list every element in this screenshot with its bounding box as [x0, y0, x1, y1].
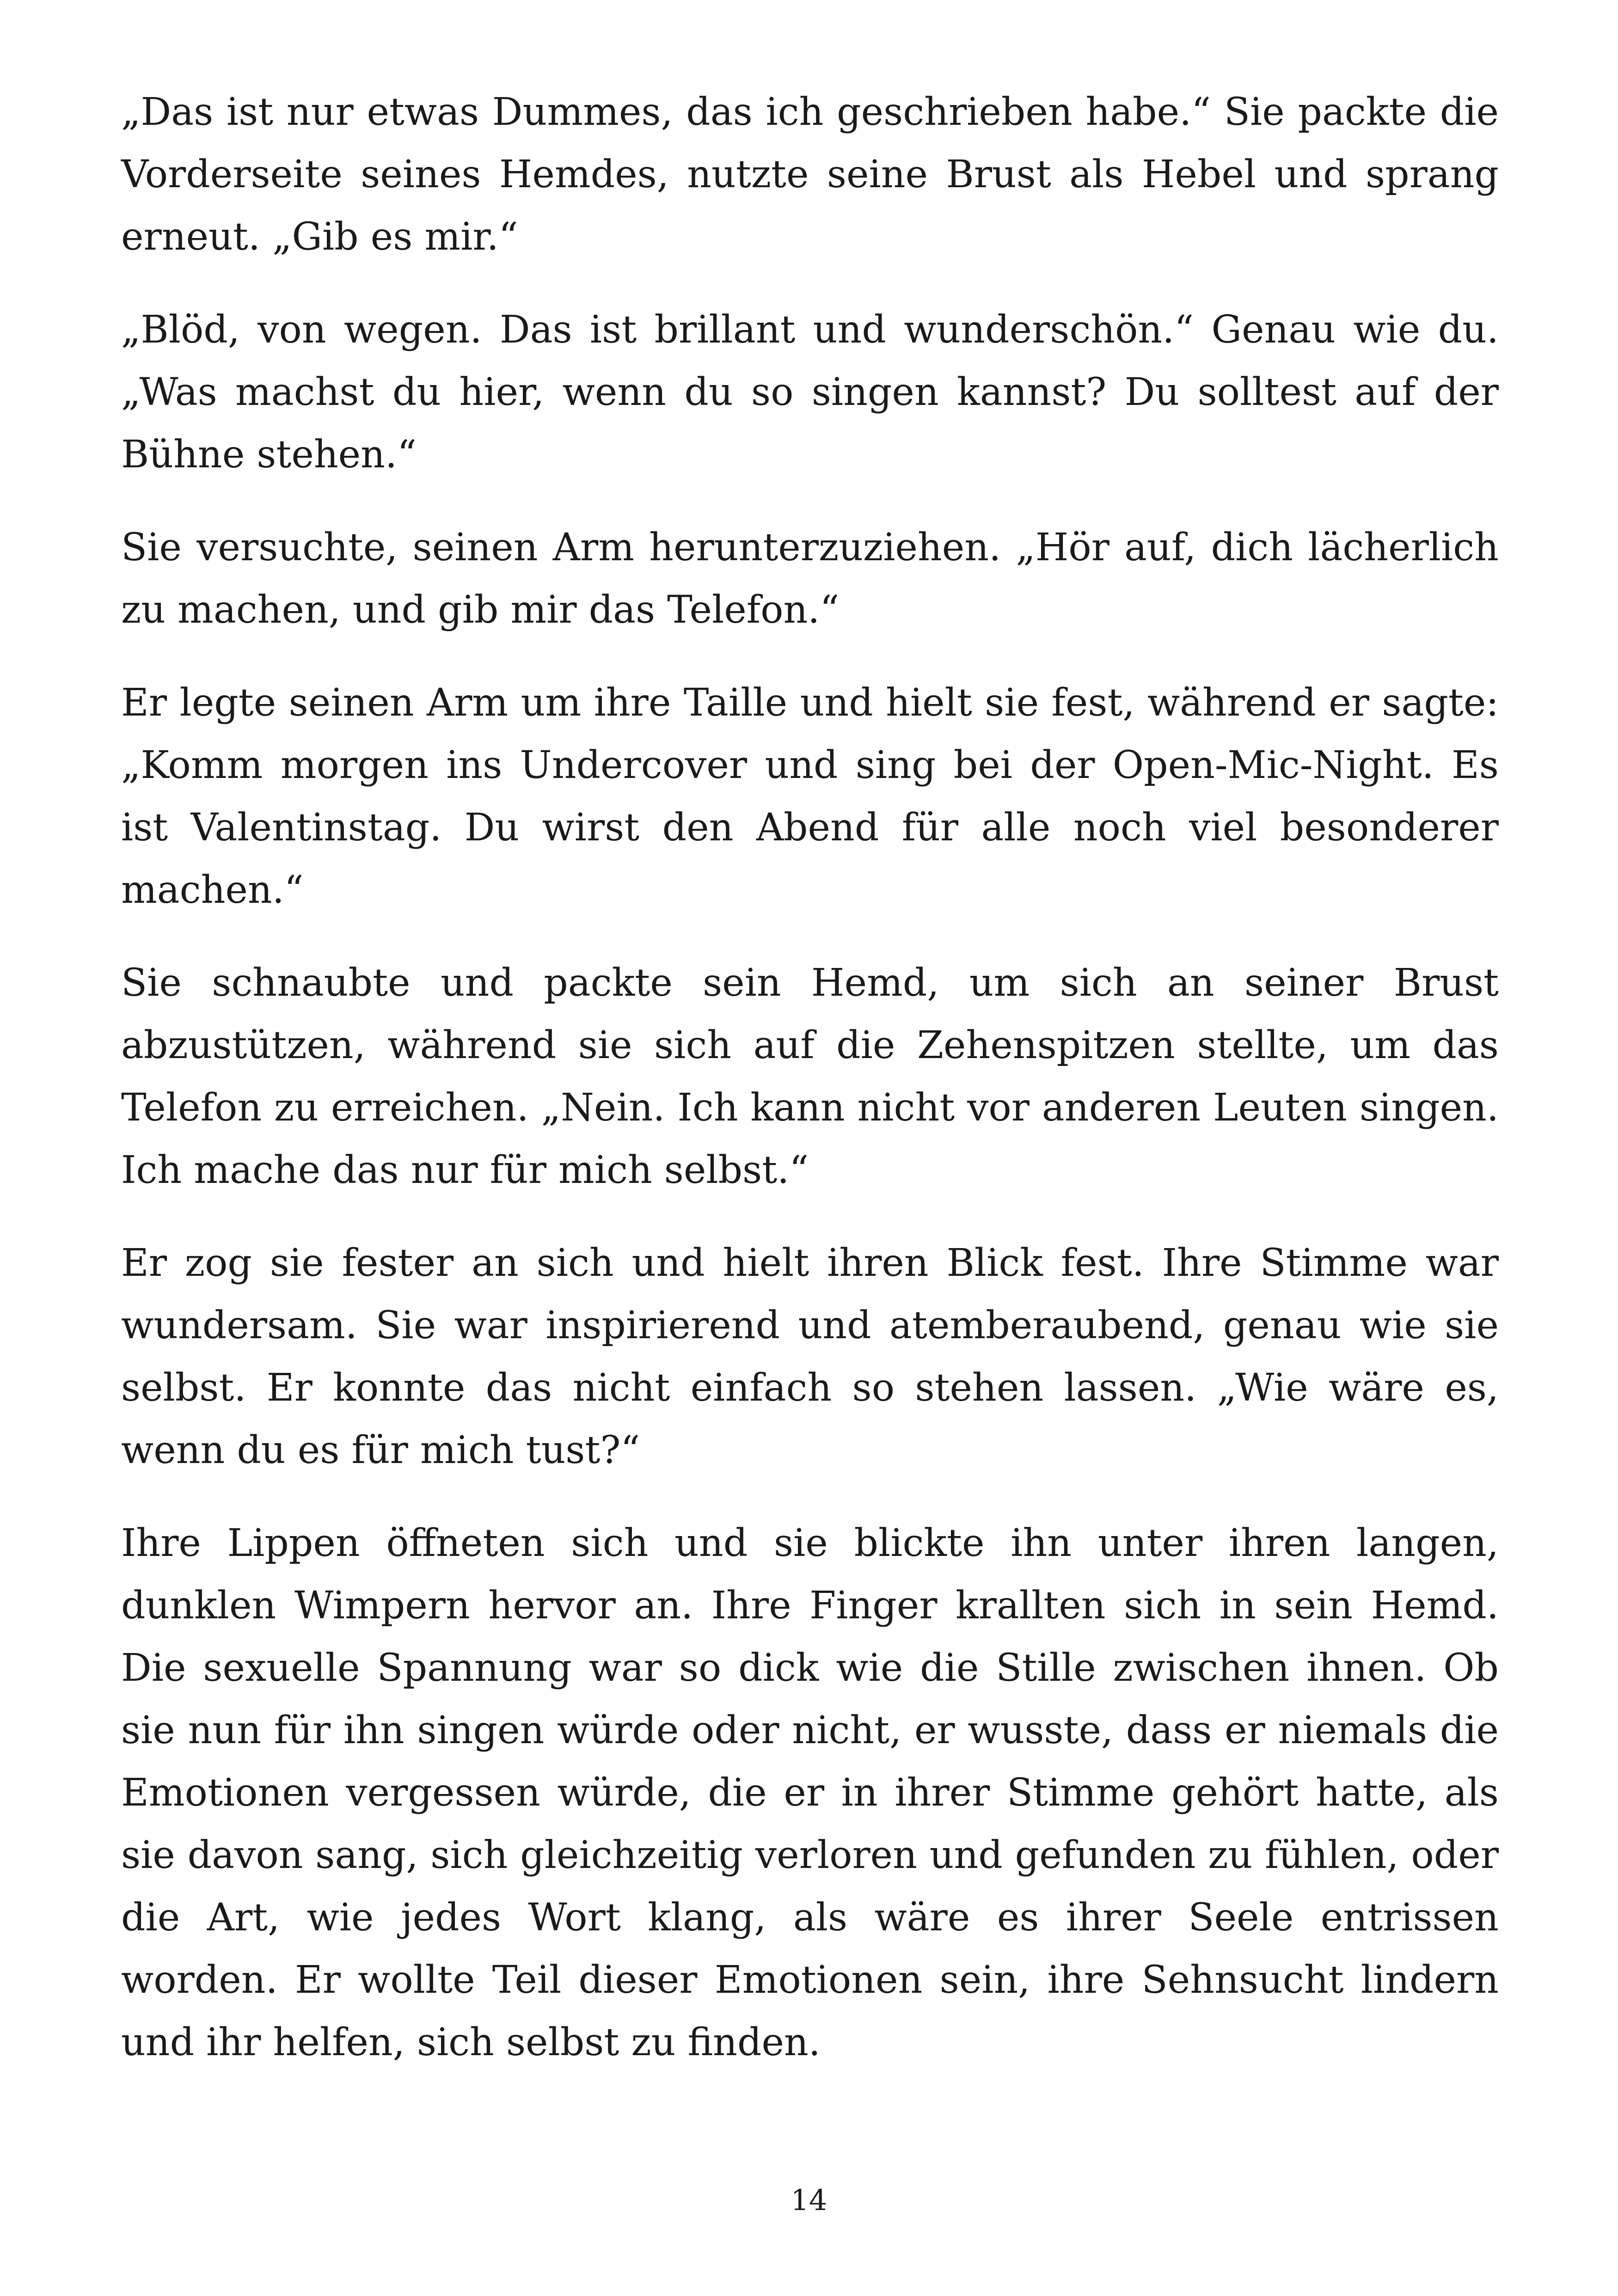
- body-text: [121, 81, 1499, 2104]
- paragraph-5: Sie schnaubte und packte sein Hemd, um sich an seiner Brust abzustützen, während sie sich auf die Zehenspitzen stellte, um das Telefon zu erreichen. „Nein. Ich kann nicht vor anderen Leuten singen. Ich mache das nur für mich selbst.“: [121, 961, 1499, 1192]
- paragraph-2: „Blöd, von wegen. Das ist brillant und wunderschön.“ Genau wie du. „Was machst du hier, wenn du so singen kannst? Du solltest auf der Bühne stehen.“: [121, 308, 1499, 477]
- paragraph-3: Sie versuchte, seinen Arm herunterzuziehen. „Hör auf, dich lächerlich zu machen, und gib mir das Telefon.“: [121, 526, 1499, 632]
- paragraph-1: „Das ist nur etwas Dummes, das ich geschrieben habe.“ Sie packte die Vorderseite seines Hemdes, nutzte seine Brust als Hebel und sprang erneut. „Gib es mir.“: [121, 90, 1499, 259]
- paragraph-7: Ihre Lippen öffneten sich und sie blickte ihn unter ihren langen, dunklen Wimpern hervor an. Ihre Finger krallten sich in sein Hemd. Die sexuelle Spannung war so dick wie die Stille zwischen ihnen. Ob sie nun für ihn singen würde oder nicht, er wusste, dass er niemals die Emotionen vergessen würde, die er in ihrer Stimme gehört hatte, als sie davon sang, sich gleichzeitig verloren und gefunden zu fühlen, oder die Art, wie jedes Wort klang, als wäre es ihrer Seele entrissen worden. Er wollte Teil dieser Emotionen sein, ihre Sehnsucht lindern und ihr helfen, sich selbst zu finden.: [121, 1521, 1499, 2064]
- paragraph-6: Er zog sie fester an sich und hielt ihren Blick fest. Ihre Stimme war wundersam. Sie war inspirierend und atemberaubend, genau wie sie selbst. Er konnte das nicht einfach so stehen lassen. „Wie wäre es, wenn du es für mich tust?“: [121, 1241, 1499, 1472]
- paragraph-4: Er legte seinen Arm um ihre Taille und hielt sie fest, während er sagte: „Komm morgen ins Undercover und sing bei der Open-Mic-Night. Es ist Valentinstag. Du wirst den Abend für alle noch viel besonderer machen.“: [121, 681, 1499, 912]
- page-number: 14: [791, 2183, 827, 2217]
